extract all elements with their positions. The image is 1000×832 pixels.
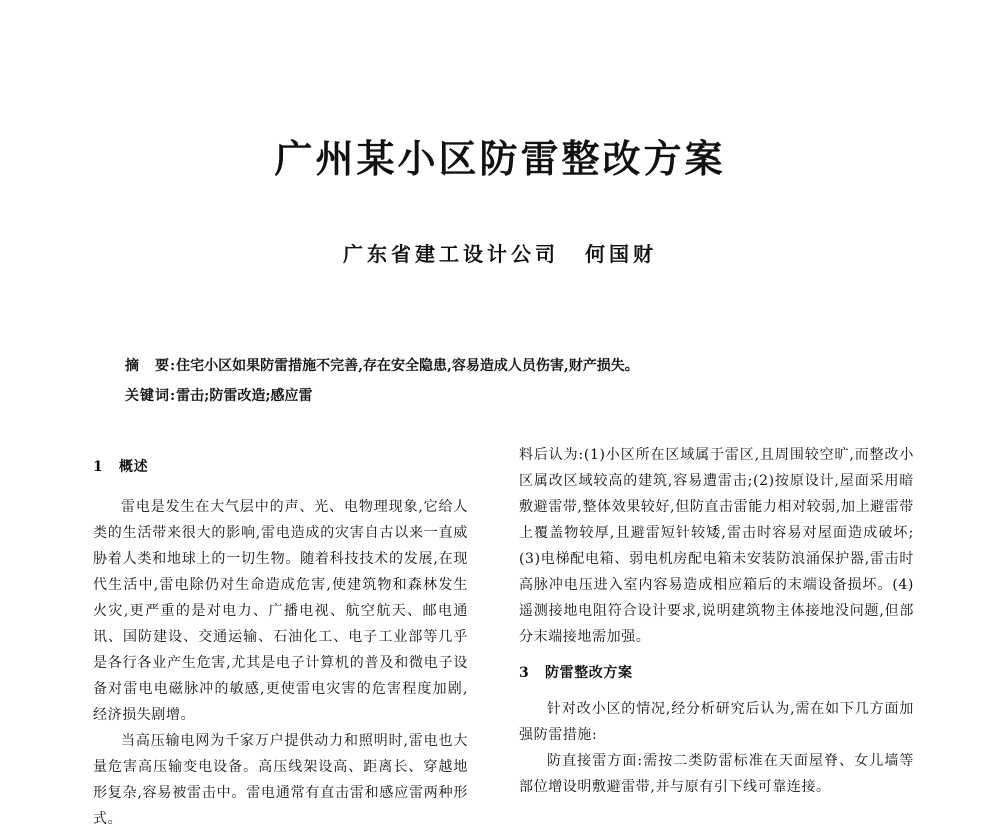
abstract-label: 摘 要: bbox=[125, 358, 177, 374]
author-name: 何国财 bbox=[585, 242, 657, 266]
keywords-text: 雷击;防雷改造;感应雷 bbox=[176, 388, 313, 404]
left-column bbox=[93, 442, 468, 832]
author-line bbox=[0, 238, 1000, 267]
keywords bbox=[125, 385, 313, 405]
section-heading-plan bbox=[519, 660, 914, 686]
abstract-text: 住宅小区如果防雷措施不完善,存在安全隐患,容易造成人员伤害,财产损失。 bbox=[176, 358, 639, 374]
author-affiliation: 广东省建工设计公司 bbox=[343, 242, 559, 266]
right-column bbox=[519, 442, 914, 800]
abstract bbox=[125, 355, 639, 375]
paragraph: 料后认为:(1)小区所在区域属于雷区,且周围较空旷,而整改小区属改区域较高的建筑,容易遭雷击;(2)按原设计,屋面采用暗敷避雷带,整体效果较好,但防直击雷能力相对较弱,加上避雷带上覆盖物较厚,且避雷短针较矮,雷击时容易对屋面造成破坏;(3)电梯配电箱、弱电机房配电箱未安装防浪涌保护器,雷击时高脉冲电压进入室内容易造成相应箱后的末端设备损坏。(4)遥测接地电阻符合设计要求,说明建筑物主体接地没问题,但部分末端接地需加强。 bbox=[519, 447, 914, 645]
section-number: 3 bbox=[519, 665, 530, 681]
section-title: 防雷整改方案 bbox=[545, 665, 633, 681]
section-heading-overview bbox=[93, 454, 468, 480]
paragraph: 针对改小区的情况,经分析研究后认为,需在如下几方面加强防雷措施: bbox=[519, 701, 914, 743]
section-number: 1 bbox=[93, 459, 104, 475]
paragraph: 雷电是发生在大气层中的声、光、电物理现象,它给人类的生活带来很大的影响,雷电造成的灾害自古以来一直威胁着人类和地球上的一切生物。随着科技技术的发展,在现代生活中,雷电除仍对生命造成危害,使建筑物和森林发生火灾,更严重的是对电力、广播电视、航空航天、邮电通讯、国防建设、交通运输、石油化工、电子工业部等几乎是各行各业产生危害,尤其是电子计算机的普及和微电子设备对雷电电磁脉冲的敏感,更使雷电灾害的危害程度加剧,经济损失剧增。 bbox=[93, 499, 468, 723]
page-title: 广州某小区防雷整改方案 bbox=[274, 136, 726, 181]
paragraph: 当高压输电网为千家万户提供动力和照明时,雷电也大量危害高压输变电设备。高压线架设高、距离长、穿越地形复杂,容易被雷击中。雷电通常有直击雷和感应雷两种形式。 bbox=[93, 733, 468, 827]
paragraph: 防直接雷方面:需按二类防雷标准在天面屋脊、女儿墙等部位增设明敷避雷带,并与原有引下线可靠连接。 bbox=[519, 753, 914, 795]
keywords-label: 关键词: bbox=[125, 388, 177, 404]
section-title: 概述 bbox=[119, 459, 149, 475]
